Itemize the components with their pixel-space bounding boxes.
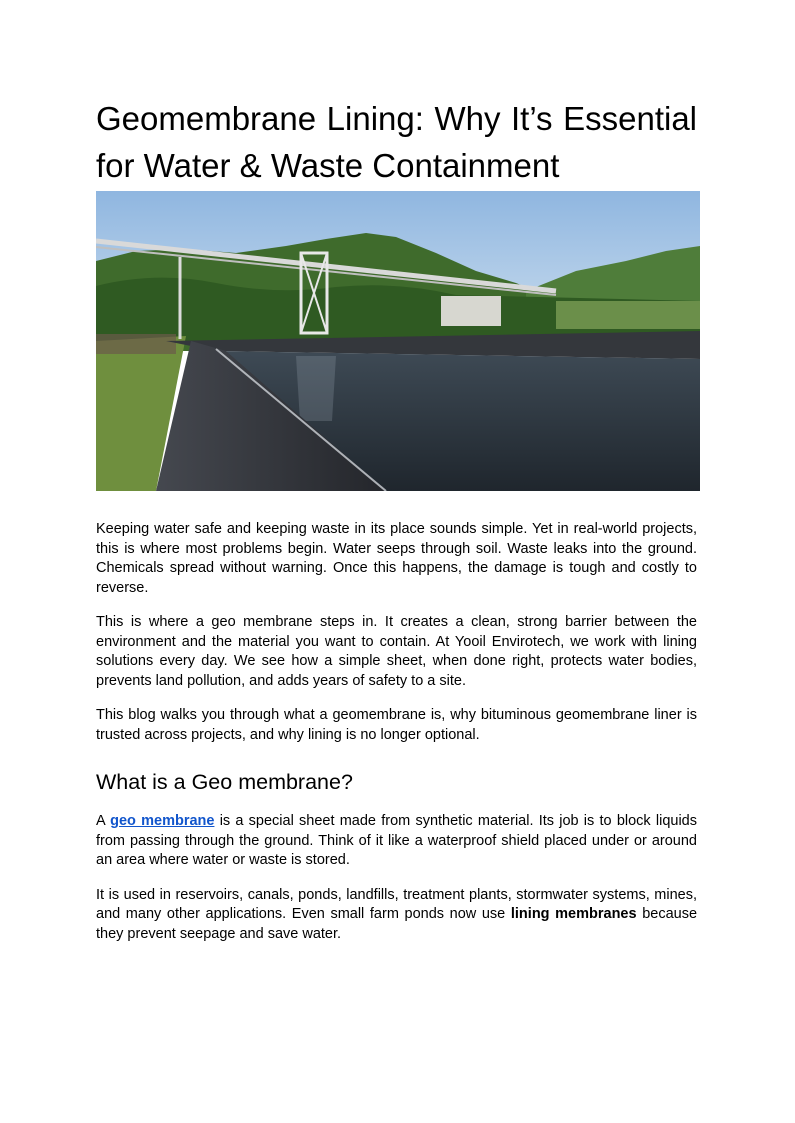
intro-paragraph-3: This blog walks you through what a geomembrane is, why bituminous geomembrane liner is trusted across projects, and why lining is no longer optional. [96, 707, 697, 743]
intro-paragraph-1: Keeping water safe and keeping waste in its place sounds simple. Yet in real-world projects, this is where most problems begin. Water seeps through soil. Waste leaks into the ground. Chemicals spread without warning. Once this happens, the damage is tough and costly to reverse. [96, 521, 697, 596]
intro-paragraph-2: This is where a geo membrane steps in. It creates a clean, strong barrier between the environment and the material you want to contain. At Yooil Envirotech, we work with lining solutions every day. We see how a simple sheet, when done right, protects water bodies, prevents land pollution, and adds years of safety to a site. [96, 614, 697, 689]
document-page [96, 96, 697, 944]
uses-text: It is used in reservoirs, canals, ponds, landfills, treatment plants, stormwater systems, mines, and many other applications. Even small farm ponds now use [96, 886, 697, 922]
hero-image-lined-pond [96, 191, 700, 491]
section-heading: What is a Geo membrane? [96, 770, 353, 794]
uses-paragraph [96, 886, 697, 945]
definition-prefix: A [96, 813, 105, 829]
geo-membrane-link[interactable]: geo membrane [110, 813, 215, 829]
definition-text: is a special sheet made from synthetic material. Its job is to block liquids from passing through the ground. Think of it like a waterproof shield placed under or around an area where water or waste is stored. [96, 813, 697, 868]
uses-end: because they prevent seepage and save water. [96, 906, 698, 942]
article-title: Geomembrane Lining: Why It’s Essential for Water & Waste Containment [96, 100, 697, 184]
uses-bold-term: lining membranes [510, 906, 637, 922]
definition-paragraph [96, 812, 697, 871]
